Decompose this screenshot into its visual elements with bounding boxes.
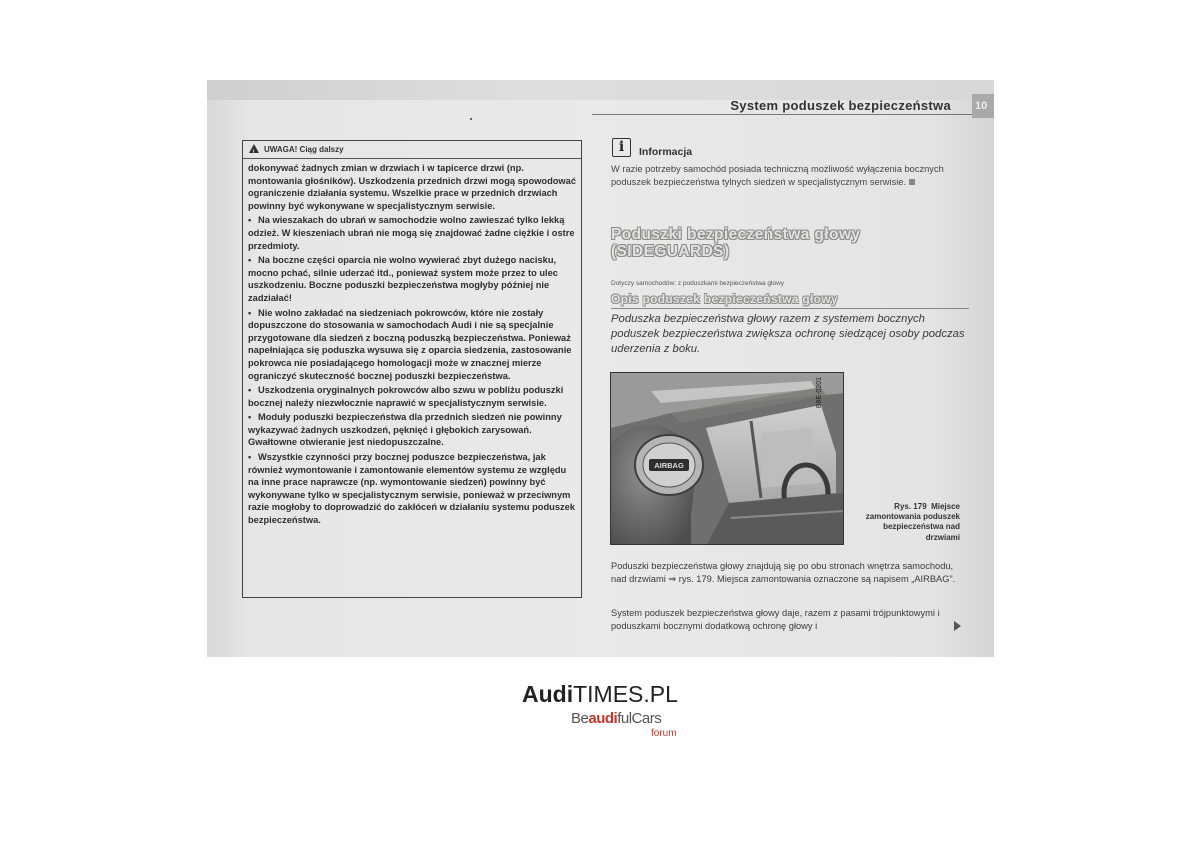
section-title: Poduszki bezpieczeństwa głowy (SIDEGUARDS) [611,226,861,260]
subsection-rule [611,308,969,309]
info-icon: i [612,138,631,157]
car-interior-illustration [611,373,844,545]
info-text: W razie potrzeby samochód posiada techniczną możliwość wyłączenia bocznych poduszek bezpieczeństwa tylnych siedzeń w specjalistycznym serwisie. [611,164,944,187]
page-tab: 10 [972,94,994,118]
body-paragraph-2: System poduszek bezpieczeństwa głowy daje, razem z pasami trójpunktowymi i poduszkami bocznymi dodatkową ochronę głowy i [611,608,940,631]
info-title: Informacja [639,146,693,158]
body-paragraph-1: Poduszki bezpieczeństwa głowy znajdują się po obu stronach wnętrza samochodu, nad drzwiami ⇒ rys. 179. Miejsca zamontowania oznaczone są napisem „AIRBAG”. [611,561,956,584]
next-page-arrow-icon [954,621,961,631]
warning-header [243,141,581,159]
beaudifulcars-logo: BeaudifulCars [571,710,662,727]
section-intro: Poduszka bezpieczeństwa głowy razem z systemem bocznych poduszek bezpieczeństwa zwiększa ochronę siedzącej osoby podczas uderzenia z boku. [611,313,965,356]
scan-speck [470,118,472,120]
bullet-icon: • [248,255,252,266]
warning-bullet: • Na boczne części oparcia nie wolno wywierać zbyt dużego nacisku, mocno pchać, silnie uderzać itd., ponieważ system może przez to ulec uszkodzeniu. Boczne poduszki bezpieczeństwa mogłyby później nie zadziałać! [248,255,558,303]
figure-code: B8E-0201 [816,377,823,409]
applies-to-note: Dotyczy samochodów: z poduszkami bezpieczeństwa głowy [611,280,785,287]
manual-page-scan [207,80,994,657]
end-square-icon [909,179,915,185]
warning-lead-text: dokonywać żadnych zmian w drzwiach i w tapicerce drzwi (np. montowania głośników). Uszkodzenia przednich drzwi mogą spowodować ograniczenie działania systemu. Wszelkie prace w przednich drzwiach powinny być wykonywane w specjalistycznym serwisie. [248,163,577,211]
airbag-emblem-label: AIRBAG [654,461,684,470]
bullet-icon: • [248,307,252,318]
warning-bullet: • Nie wolno zakładać na siedzeniach pokrowców, które nie zostały dopuszczone do stosowania w samochodach Audi i nie są specjalnie przygotowane dla siedzeń z boczną poduszką bezpieczeństwa. Ponieważ napełniająca się poduszka wysuwa się z oparcia siedzenia, zastosowanie pokrowca nie posiadającego homologacji może w znacznej mierze ograniczyć skuteczność bocznej poduszki bezpieczeństwa. [248,307,572,381]
warning-box [242,140,582,598]
warning-body [243,159,581,527]
warning-bullet: • Uszkodzenia oryginalnych pokrowców albo szwu w pobliżu poduszki bocznej należy niezwłocznie naprawić w specjalistycznym serwisie. [248,385,564,408]
warning-bullet: • Na wieszakach do ubrań w samochodzie wolno zawieszać tylko lekką odzież. W kieszeniach ubrań nie mogą się znajdować żadne ciężkie i ostre przedmioty. [248,215,575,251]
scan-top-shadow [207,80,994,100]
bullet-icon: • [248,215,252,226]
audi-times-logo: AudiTIMES.PL [522,681,678,707]
page-header-title: System poduszek bezpieczeństwa [730,98,951,113]
airbag-figure [610,372,844,545]
header-rule [592,114,978,115]
bullet-icon: • [248,452,252,463]
bullet-icon: • [248,385,252,396]
warning-header-label: UWAGA! Ciąg dalszy [264,145,344,154]
forum-label: forum [651,728,677,739]
figure-caption: Rys. 179 Miejsce zamontowania poduszek bezpieczeństwa nad drzwiami [865,502,960,542]
warning-bullet: • Wszystkie czynności przy bocznej poduszce bezpieczeństwa, jak również wymontowanie i zamontowanie elementów systemu ze względu na inne prace naprawcze (np. wymontowanie siedzeń) powinny być wykonywane tylko w specjalistycznym serwisie, ponieważ w przeciwnym razie mogłoby to doprowadzić do zakłóceń w działaniu systemu poduszek bezpieczeństwa. [248,452,575,526]
warning-bullet: • Moduły poduszki bezpieczeństwa dla przednich siedzeń nie powinny wykazywać żadnych uszkodzeń, pęknięć i głębokich zarysowań. Gwałtowne otwieranie jest niedopuszczalne. [248,412,562,448]
warning-triangle-icon [249,144,259,153]
bullet-icon: • [248,412,252,423]
subsection-title: Opis poduszek bezpieczeństwa głowy [611,292,838,306]
